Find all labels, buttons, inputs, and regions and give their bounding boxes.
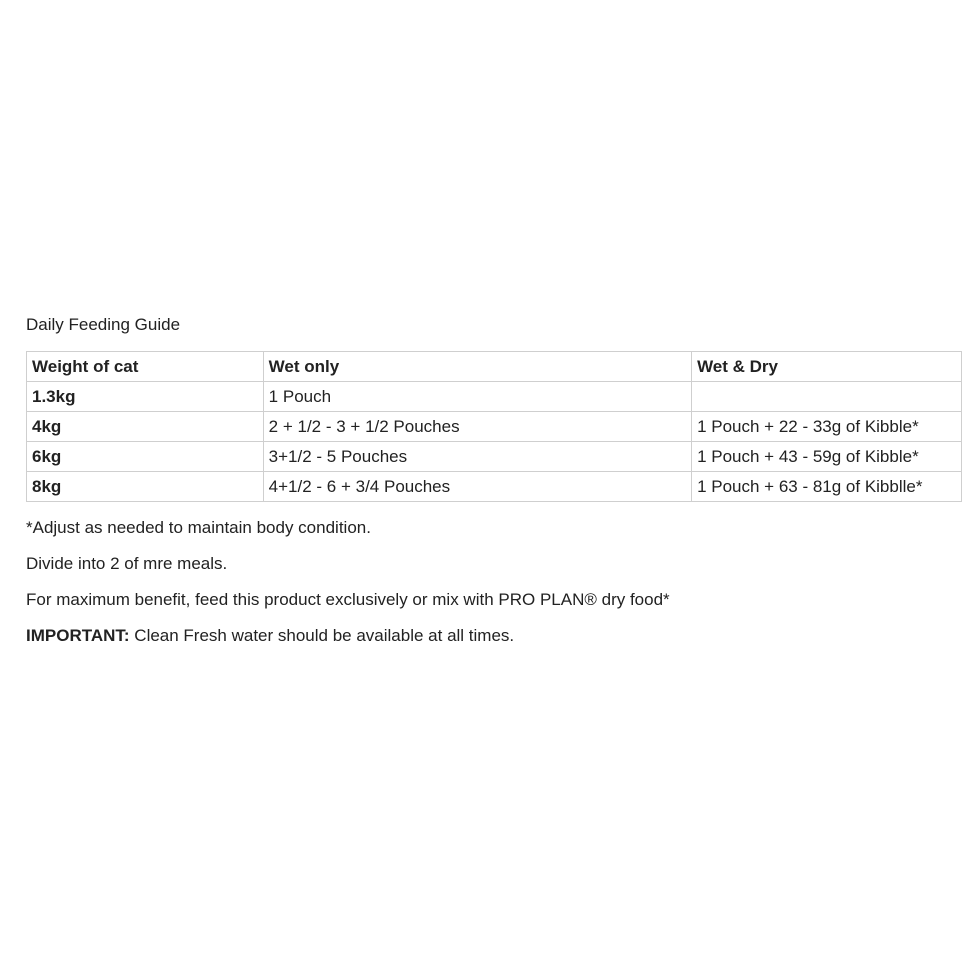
weight-cell: 4kg <box>27 412 264 442</box>
feeding-table <box>26 351 962 502</box>
column-header-wet-only: Wet only <box>263 352 691 382</box>
weight-cell: 6kg <box>27 442 264 472</box>
important-label: IMPORTANT: <box>26 626 130 645</box>
adjust-note: *Adjust as needed to maintain body condition. <box>26 518 371 537</box>
wet-only-cell: 2 + 1/2 - 3 + 1/2 Pouches <box>263 412 691 442</box>
guide-title: Daily Feeding Guide <box>26 315 181 334</box>
wet-only-cell: 4+1/2 - 6 + 3/4 Pouches <box>263 472 691 502</box>
table-header-row <box>27 352 962 382</box>
wet-dry-cell: 1 Pouch + 22 - 33g of Kibble* <box>692 412 962 442</box>
column-header-wet-dry: Wet & Dry <box>692 352 962 382</box>
wet-dry-cell <box>692 382 962 412</box>
divide-note: Divide into 2 of mre meals. <box>26 554 228 573</box>
benefit-note: For maximum benefit, feed this product exclusively or mix with PRO PLAN® dry food* <box>26 590 670 609</box>
table-row <box>27 472 962 502</box>
column-header-weight: Weight of cat <box>27 352 264 382</box>
weight-cell: 8kg <box>27 472 264 502</box>
feeding-guide-section <box>26 314 964 647</box>
table-row <box>27 442 962 472</box>
important-note <box>26 625 964 647</box>
wet-only-cell: 3+1/2 - 5 Pouches <box>263 442 691 472</box>
table-row <box>27 382 962 412</box>
weight-cell: 1.3kg <box>27 382 264 412</box>
table-row <box>27 412 962 442</box>
wet-dry-cell: 1 Pouch + 43 - 59g of Kibble* <box>692 442 962 472</box>
wet-dry-cell: 1 Pouch + 63 - 81g of Kibblle* <box>692 472 962 502</box>
wet-only-cell: 1 Pouch <box>263 382 691 412</box>
important-text: Clean Fresh water should be available at all times. <box>129 626 515 645</box>
